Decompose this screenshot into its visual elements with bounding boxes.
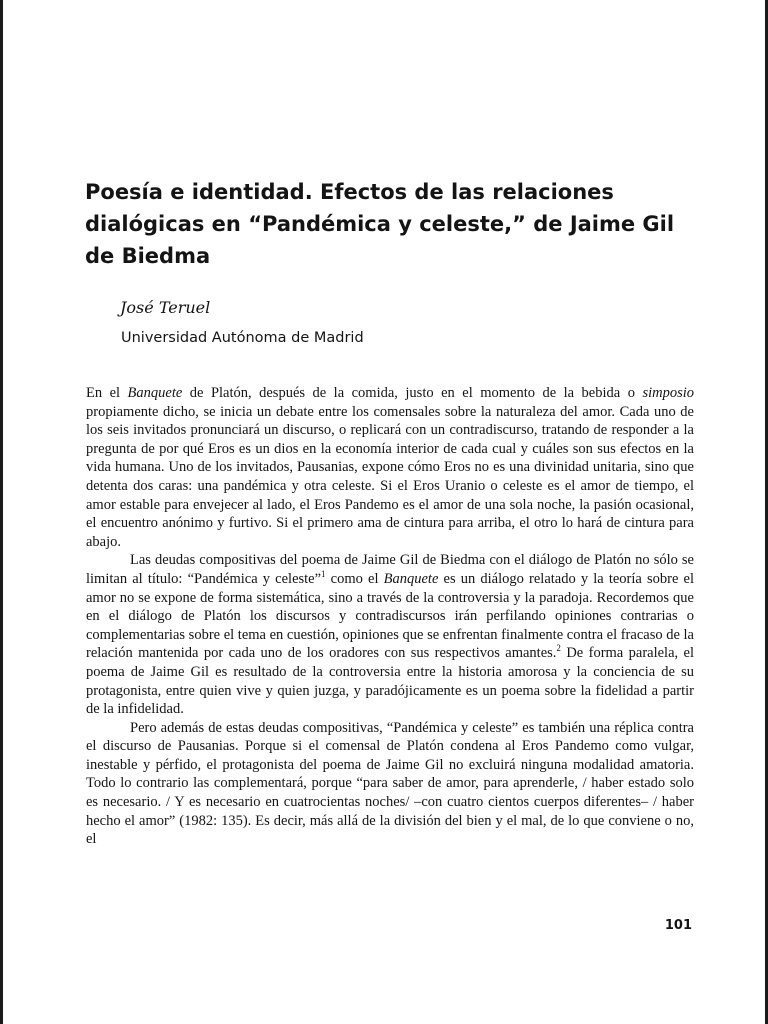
text-run: propiamente dicho, se inicia un debate entre los comensales sobre la naturaleza del amor. Cada uno de los seis invitados pronunciará un discurso, o replicará con un contradiscurso, tratando de responder a la pregunta de por qué Eros es un dios en la economía interior de cada cual y cuáles son sus efectos en la vida humana. Uno de los invitados, Pausanias, expone cómo Eros no es una divinidad unitaria, sino que detenta dos caras: una pandémica y otra celeste. Si el Eros Uranio o celeste es el amor de tiempo, el amor estable para envejecer al lado, el Eros Pandemo es el amor de una sola noche, la pasión ocasional, el encuentro anónimo y furtivo. Si el primero ama de cintura para arriba, el otro lo hará de cintura para abajo. [86, 403, 694, 550]
author-affiliation: Universidad Autónoma de Madrid [121, 330, 364, 346]
author-signature: José Teruel [120, 298, 211, 317]
footnote-ref-2[interactable]: 2 [556, 643, 561, 654]
work-title-italic: Banquete [127, 385, 183, 401]
article-title: Poesía e identidad. Efectos de las relaciones dialógicas en “Pandémica y celeste,” de Jaime Gil de Biedma [85, 180, 675, 268]
text-run: como el [325, 570, 384, 587]
term-italic: simposio [642, 385, 695, 401]
text-run: Pero además de estas deudas compositivas, “Pandémica y celeste” es también una réplica contra el discurso de Pausanias. Porque si el comensal de Platón condena al Eros Pandemo como vulgar, inestable y pérfido, el protagonista del poema de Jaime Gil no excluirá ninguna modalidad amatoria. Todo lo contrario las complementará, porque “para saber de amor, para aprenderle, / haber estado solo es necesario. / Y es necesario en cuatrocientas noches/ –con cuatro cientos cuerpos diferentes– / haber hecho el amor” (1982: 135). Es decir, más allá de la división del bien y el mal, de lo que conviene o no, el [86, 719, 694, 848]
paragraph-2 [86, 551, 694, 718]
work-title-italic: Banquete [383, 570, 439, 587]
text-run: De forma paralela, el poema de Jaime Gil es resultado de la controversia entre la historia amorosa y la conciencia de su protagonista, entre quien vive y quien juzga, y paradójicamente es un poema sobre la fidelidad a partir de la infidelidad. [86, 645, 694, 718]
text-run: En el [86, 385, 128, 401]
paragraph-1 [86, 384, 694, 551]
text-run: de Platón, después de la comida, justo en el momento de la bebida o [182, 385, 643, 401]
text-run: es un diálogo relatado y la teoría sobre el amor no se expone de forma sistemática, sino a través de la controversia y la paradoja. Recordemos que en el diálogo de Platón los discursos y contradiscursos irán perfilando opiniones contrarias o complementarias sobre el tema en cuestión, opiniones que se enfrentan finalmente contra el fracaso de la relación mantenida por cada uno de los oradores con sus respectivos amantes. [86, 570, 694, 662]
scan-edge-left [0, 0, 3, 1024]
footnote-ref-1[interactable]: 1 [321, 569, 326, 580]
text-run: Las deudas compositivas del poema de Jaime Gil de Biedma con el diálogo de Platón no sólo se limitan al título: “Pandémica y celeste” [86, 552, 694, 587]
article-body [86, 384, 694, 849]
paragraph-3 [86, 719, 694, 849]
page-number: 101 [664, 918, 692, 933]
